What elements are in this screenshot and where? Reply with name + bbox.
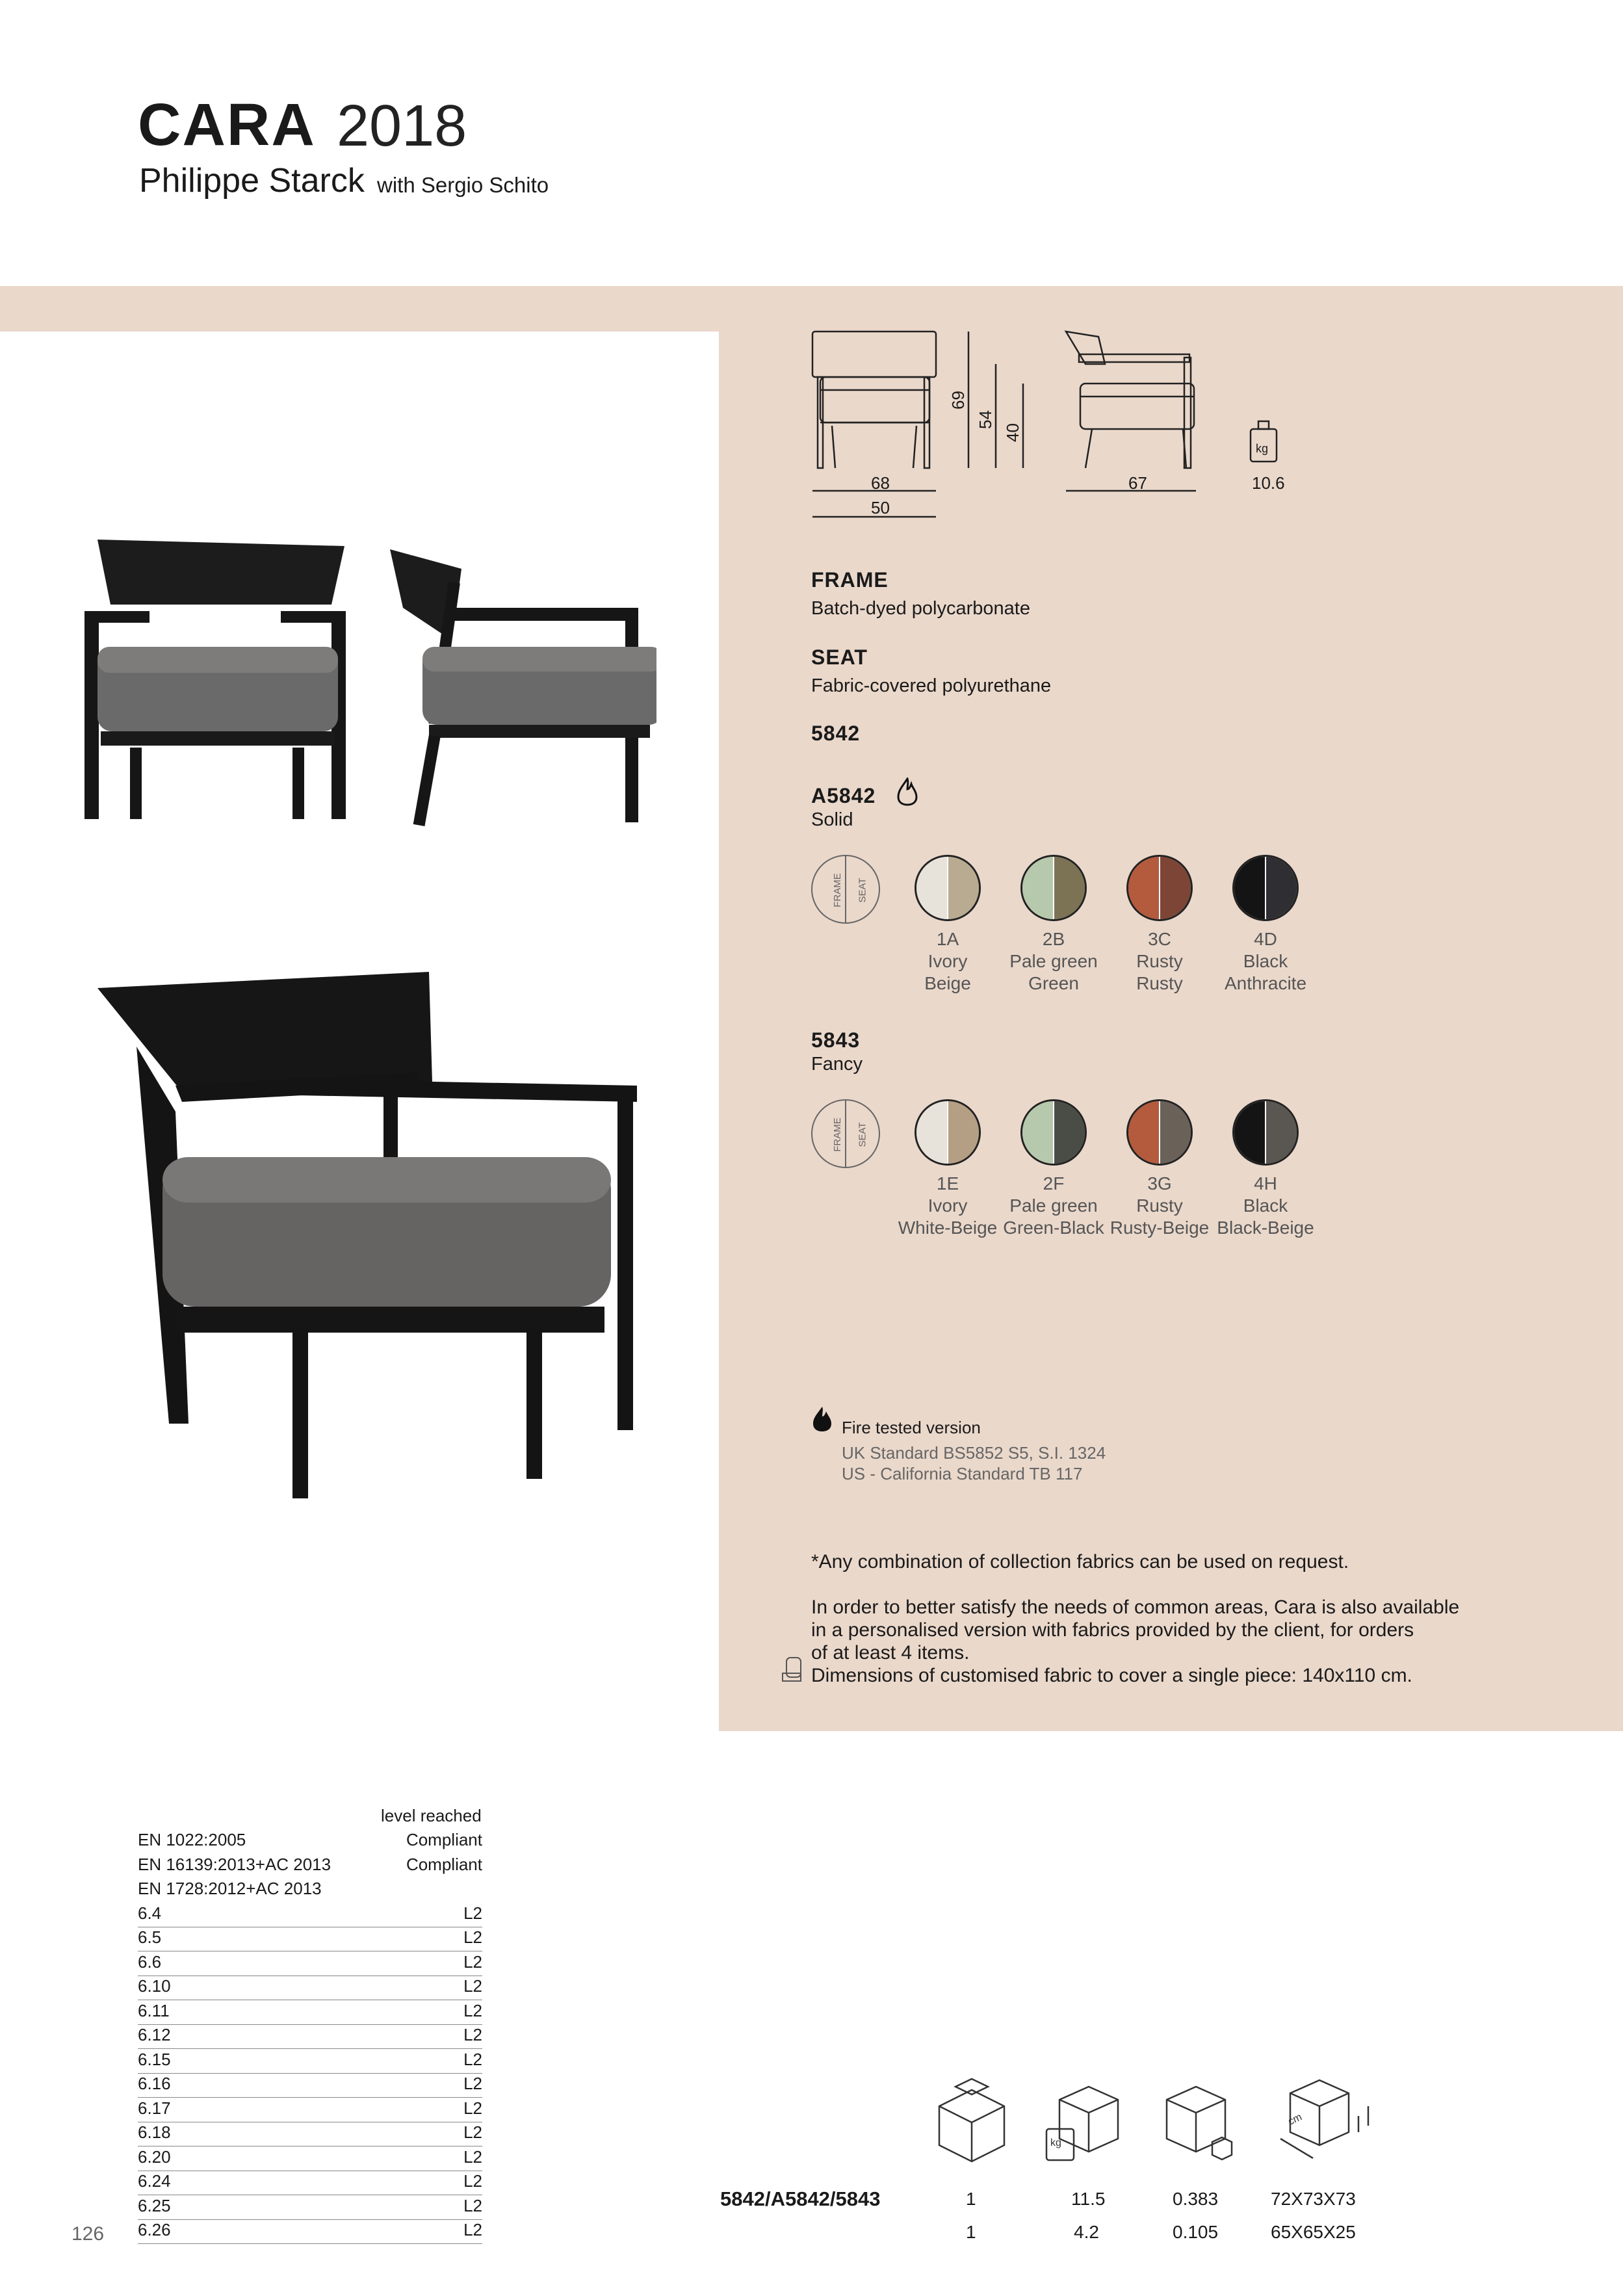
- fabric-roll-icon: [781, 1655, 806, 1684]
- test-clause: 6.26: [138, 2220, 171, 2239]
- swatch-3G[interactable]: [1126, 1099, 1193, 1166]
- seat-label: SEAT: [811, 646, 868, 669]
- test-row: [138, 2001, 482, 2025]
- package-codes: 5842/A5842/5843: [720, 2187, 881, 2210]
- standard-name: EN 1728:2012+AC 2013: [138, 1879, 322, 1898]
- fire-us-standard: US - California Standard TB 117: [842, 1464, 1083, 1483]
- standard-level: Compliant: [406, 1854, 482, 1874]
- test-row: [138, 2220, 482, 2244]
- solid-code: A5842: [811, 784, 876, 807]
- test-row: [138, 1927, 482, 1951]
- dim-height-total: 69: [948, 391, 968, 410]
- swatch-1A-label: 1A Ivory Beige: [924, 929, 971, 993]
- swatch-4H-label: 4H Black Black-Beige: [1217, 1173, 1314, 1238]
- note-custom-3: of at least 4 items.: [811, 1642, 970, 1663]
- test-level: L2: [463, 2025, 482, 2044]
- standard-row: [138, 1879, 482, 1902]
- test-level: L2: [463, 2098, 482, 2118]
- test-level: L2: [463, 2000, 482, 2020]
- test-row: [138, 2074, 482, 2098]
- standard-name: EN 1022:2005: [138, 1830, 246, 1849]
- test-clause: 6.4: [138, 1903, 162, 1923]
- test-level: L2: [463, 2074, 482, 2093]
- test-level: L2: [463, 2171, 482, 2191]
- test-clause: 6.18: [138, 2122, 171, 2142]
- fire-tested-icon: [811, 1405, 833, 1433]
- chair-side-photo: [383, 543, 656, 829]
- designer-name: Philippe Starck: [139, 162, 365, 200]
- swatch-3G-label: 3G Rusty Rusty-Beige: [1110, 1173, 1210, 1238]
- test-clause: 6.5: [138, 1927, 162, 1947]
- pack-row2-pieces: 1: [966, 2222, 976, 2242]
- pack-row1-weight: 11.5: [1071, 2189, 1106, 2209]
- swatch-1A[interactable]: [915, 855, 981, 921]
- test-level: L2: [463, 2195, 482, 2215]
- fancy-name: Fancy: [811, 1054, 863, 1075]
- legend-frame: FRAME: [831, 873, 843, 907]
- solid-name: Solid: [811, 809, 853, 830]
- frame-material: Batch-dyed polycarbonate: [811, 598, 1030, 619]
- chair-perspective-photo: [97, 969, 650, 1521]
- test-level: L2: [463, 1903, 482, 1923]
- test-level: L2: [463, 1951, 482, 1972]
- swatch-2B[interactable]: [1020, 855, 1087, 921]
- test-clause: 6.12: [138, 2025, 171, 2044]
- page-number: 126: [71, 2223, 105, 2245]
- pack-row2-volume: 0.105: [1173, 2222, 1219, 2242]
- fire-icon: [896, 777, 919, 806]
- test-row: [138, 2147, 482, 2171]
- frame-seat-legend: [811, 855, 880, 924]
- swatch-3C[interactable]: [1126, 855, 1193, 921]
- dim-height-arm: 54: [975, 410, 995, 429]
- test-row: [138, 1952, 482, 1976]
- test-clause: 6.24: [138, 2171, 171, 2191]
- product-year: 2018: [337, 94, 467, 159]
- pack-row2-weight: 4.2: [1074, 2222, 1099, 2242]
- co-designer: with Sergio Schito: [377, 173, 549, 197]
- chair-front-photo: [71, 533, 357, 832]
- test-level: L2: [463, 2220, 482, 2239]
- test-clause: 6.16: [138, 2074, 171, 2093]
- fancy-code: 5843: [811, 1028, 861, 1052]
- package-weight-icon-label: kg: [1050, 2137, 1061, 2148]
- test-clause: 6.20: [138, 2146, 171, 2167]
- test-level: L2: [463, 2049, 482, 2069]
- standard-level: Compliant: [406, 1830, 482, 1849]
- swatch-1E[interactable]: [915, 1099, 981, 1166]
- test-row: [138, 2050, 482, 2074]
- dim-weight: 10.6: [1252, 473, 1285, 493]
- test-clause: 6.10: [138, 1976, 171, 1996]
- swatch-4D-label: 4D Black Anthracite: [1224, 929, 1307, 993]
- test-row: [138, 1976, 482, 2000]
- test-level: L2: [463, 1976, 482, 1996]
- swatch-3C-label: 3C Rusty Rusty: [1136, 929, 1183, 993]
- swatch-4D[interactable]: [1232, 855, 1299, 921]
- test-row: [138, 2196, 482, 2220]
- standard-row: [138, 1830, 482, 1853]
- fire-uk-standard: UK Standard BS5852 S5, S.I. 1324: [842, 1443, 1106, 1463]
- swatch-1E-label: 1E Ivory White-Beige: [898, 1173, 998, 1238]
- test-row: [138, 1903, 482, 1927]
- level-header: level reached: [381, 1806, 482, 1825]
- test-row: [138, 2098, 482, 2122]
- test-row: [138, 2171, 482, 2195]
- swatch-2F[interactable]: [1020, 1099, 1087, 1166]
- frame-seat-legend-fancy: FRAME SEAT: [811, 1099, 880, 1168]
- weight-icon-label: kg: [1256, 442, 1269, 455]
- packaging-icons: [926, 2067, 1394, 2171]
- note-custom-4: Dimensions of customised fabric to cover a single piece: 140x110 cm.: [811, 1665, 1412, 1686]
- dim-depth: 67: [1128, 473, 1147, 493]
- test-row: [138, 2025, 482, 2049]
- standard-name: EN 16139:2013+AC 2013: [138, 1854, 331, 1874]
- pack-row1-volume: 0.383: [1173, 2189, 1219, 2209]
- swatch-4H[interactable]: [1232, 1099, 1299, 1166]
- dim-width-inner: 50: [871, 498, 890, 517]
- pack-row1-size: 72X73X73: [1271, 2189, 1356, 2209]
- test-level: L2: [463, 2122, 482, 2142]
- seat-material: Fabric-covered polyurethane: [811, 675, 1052, 696]
- note-custom-1: In order to better satisfy the needs of common areas, Cara is also available: [811, 1597, 1460, 1618]
- package-size-icon-label: cm: [1286, 2111, 1304, 2128]
- swatch-2B-label: 2B Pale green Green: [1009, 929, 1098, 993]
- test-clause: 6.11: [138, 2000, 170, 2020]
- test-clause: 6.17: [138, 2098, 171, 2118]
- test-clause: 6.6: [138, 1951, 162, 1972]
- swatch-2F-label: 2F Pale green Green-Black: [1003, 1173, 1104, 1238]
- test-clause: 6.25: [138, 2195, 171, 2215]
- fire-tested-title: Fire tested version: [842, 1418, 981, 1437]
- dim-width: 68: [871, 473, 890, 493]
- test-level: L2: [463, 2146, 482, 2167]
- dim-height-seat: 40: [1002, 423, 1022, 442]
- legend-seat: SEAT: [857, 878, 868, 903]
- standard-row: [138, 1855, 482, 1878]
- code-plain: 5842: [811, 722, 861, 745]
- note-combination: *Any combination of collection fabrics can be used on request.: [811, 1551, 1349, 1572]
- test-row: [138, 2122, 482, 2146]
- note-custom-2: in a personalised version with fabrics provided by the client, for orders: [811, 1619, 1414, 1641]
- test-clause: 6.15: [138, 2049, 171, 2069]
- frame-label: FRAME: [811, 568, 889, 592]
- test-level: L2: [463, 1927, 482, 1947]
- product-name: CARA: [138, 92, 316, 158]
- pack-row1-pieces: 1: [966, 2189, 976, 2209]
- pack-row2-size: 65X65X25: [1271, 2222, 1356, 2242]
